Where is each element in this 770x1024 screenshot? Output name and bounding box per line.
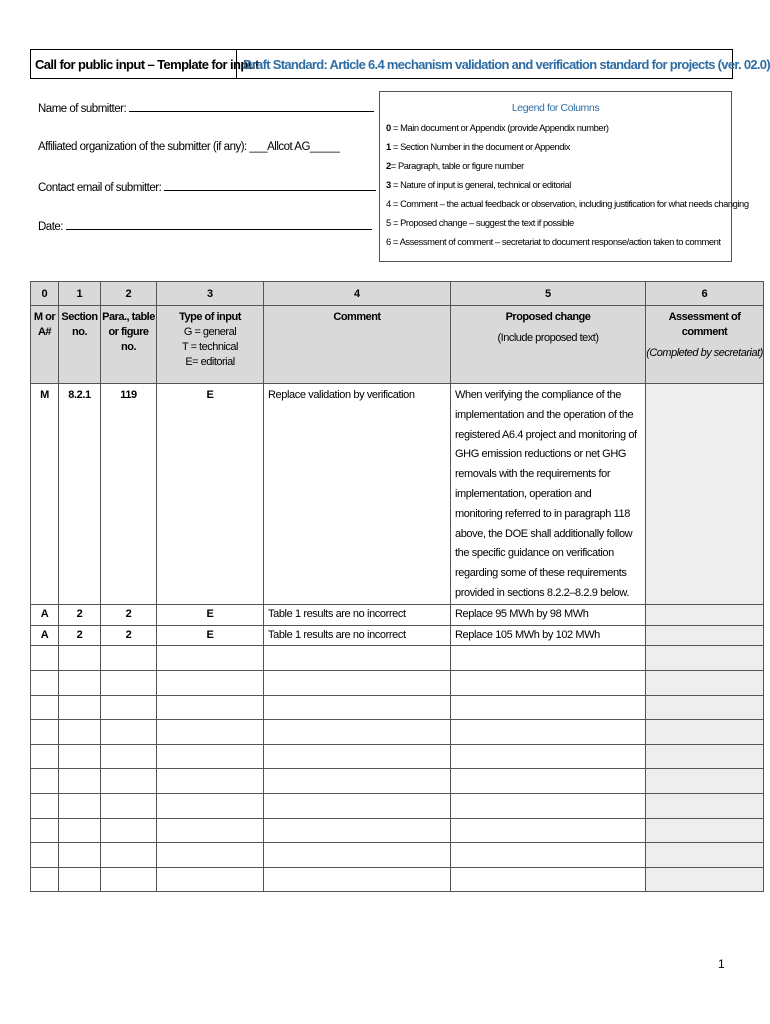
empty-cell[interactable]: [646, 695, 764, 720]
contact-email-label: Contact email of submitter:: [38, 182, 164, 194]
empty-cell[interactable]: [31, 670, 59, 695]
header-assessment: Assessment of comment (Completed by secretariat): [646, 306, 764, 384]
empty-cell[interactable]: [451, 695, 646, 720]
empty-table-row: [31, 646, 764, 671]
affiliated-organization-value: ___Allcot AG_____: [249, 141, 340, 153]
cell-comment: Table 1 results are no incorrect: [264, 625, 451, 646]
cell-type: E: [157, 625, 264, 646]
contact-email-line[interactable]: [164, 180, 376, 191]
empty-cell[interactable]: [101, 744, 157, 769]
empty-cell[interactable]: [59, 720, 101, 745]
cell-comment: Table 1 results are no incorrect: [264, 604, 451, 625]
column-number-row: [31, 282, 764, 306]
empty-cell[interactable]: [264, 695, 451, 720]
date-line[interactable]: [66, 219, 372, 230]
empty-cell[interactable]: [157, 793, 264, 818]
header-standard-title: Draft Standard: Article 6.4 mechanism validation and verification standard for projects (ver. 02.0): [243, 56, 770, 72]
empty-cell[interactable]: [264, 670, 451, 695]
cell-section: 2: [59, 625, 101, 646]
name-of-submitter-field[interactable]: [38, 101, 374, 115]
header-type-of-input: Type of input G = general T = technical E= editorial: [157, 306, 264, 384]
legend-title: Legend for Columns: [511, 102, 600, 114]
empty-table-row: [31, 744, 764, 769]
column-number: 3: [157, 282, 264, 306]
empty-table-row: [31, 793, 764, 818]
empty-cell[interactable]: [157, 670, 264, 695]
empty-table-row: [31, 818, 764, 843]
table-row: [31, 625, 764, 646]
column-number: 5: [451, 282, 646, 306]
cell-comment: Replace validation by verification: [264, 384, 451, 605]
legend-item: 0 = Main document or Appendix (provide Appendix number): [386, 122, 609, 133]
empty-table-row: [31, 843, 764, 868]
legend-item: 4 = Comment – the actual feedback or observation, including justification for what needs changing: [386, 198, 749, 209]
empty-cell[interactable]: [451, 867, 646, 892]
affiliated-organization-field[interactable]: [38, 141, 339, 153]
header-m-or-a: M or A#: [31, 306, 59, 384]
empty-cell[interactable]: [59, 867, 101, 892]
empty-cell[interactable]: [451, 646, 646, 671]
header-section-no: Section no.: [59, 306, 101, 384]
cell-para: 2: [101, 625, 157, 646]
cell-type: E: [157, 384, 264, 605]
empty-cell[interactable]: [646, 670, 764, 695]
cell-m-or-a: M: [31, 384, 59, 605]
empty-cell[interactable]: [264, 843, 451, 868]
column-header-row: [31, 306, 764, 384]
header-proposed-change: Proposed change (Include proposed text): [451, 306, 646, 384]
empty-cell[interactable]: [646, 720, 764, 745]
empty-cell[interactable]: [101, 818, 157, 843]
legend-item: 3 = Nature of input is general, technical or editorial: [386, 179, 571, 190]
empty-cell[interactable]: [157, 720, 264, 745]
empty-cell[interactable]: [157, 769, 264, 794]
empty-cell[interactable]: [31, 769, 59, 794]
cell-m-or-a: A: [31, 604, 59, 625]
comments-table: [30, 281, 764, 892]
empty-cell[interactable]: [157, 843, 264, 868]
legend-item: 5 = Proposed change – suggest the text if possible: [386, 217, 574, 228]
cell-m-or-a: A: [31, 625, 59, 646]
table-row: [31, 384, 764, 605]
header-left-cell: [31, 50, 259, 78]
empty-cell[interactable]: [31, 744, 59, 769]
cell-section: 8.2.1: [59, 384, 101, 605]
empty-cell[interactable]: [59, 744, 101, 769]
empty-cell[interactable]: [157, 646, 264, 671]
cell-proposed-change: Replace 105 MWh by 102 MWh: [451, 625, 646, 646]
page-number: 1: [718, 957, 725, 971]
cell-para: 119: [101, 384, 157, 605]
date-label: Date:: [38, 221, 66, 233]
column-number: 1: [59, 282, 101, 306]
empty-cell[interactable]: [31, 695, 59, 720]
empty-cell[interactable]: [264, 769, 451, 794]
empty-cell[interactable]: [646, 793, 764, 818]
empty-cell[interactable]: [59, 769, 101, 794]
empty-cell[interactable]: [451, 769, 646, 794]
empty-cell[interactable]: [101, 695, 157, 720]
empty-cell[interactable]: [59, 646, 101, 671]
empty-cell[interactable]: [451, 720, 646, 745]
name-of-submitter-line[interactable]: [129, 101, 374, 112]
empty-cell[interactable]: [157, 867, 264, 892]
column-number: 6: [646, 282, 764, 306]
empty-cell[interactable]: [59, 843, 101, 868]
empty-table-row: [31, 769, 764, 794]
legend-item: 6 = Assessment of comment – secretariat to document response/action taken to comment: [386, 236, 721, 247]
empty-cell[interactable]: [264, 646, 451, 671]
empty-cell[interactable]: [264, 867, 451, 892]
empty-cell[interactable]: [31, 720, 59, 745]
cell-assessment[interactable]: [646, 384, 764, 605]
empty-cell[interactable]: [31, 867, 59, 892]
empty-cell[interactable]: [31, 818, 59, 843]
empty-cell[interactable]: [101, 670, 157, 695]
empty-cell[interactable]: [101, 793, 157, 818]
empty-cell[interactable]: [101, 646, 157, 671]
date-field[interactable]: [38, 219, 372, 233]
empty-cell[interactable]: [451, 818, 646, 843]
column-number: 2: [101, 282, 157, 306]
empty-cell[interactable]: [157, 744, 264, 769]
header-template-title: Call for public input – Template for input: [35, 56, 259, 72]
empty-cell[interactable]: [59, 695, 101, 720]
column-number: 4: [264, 282, 451, 306]
empty-cell[interactable]: [31, 646, 59, 671]
cell-section: 2: [59, 604, 101, 625]
empty-cell[interactable]: [646, 646, 764, 671]
empty-cell[interactable]: [101, 769, 157, 794]
empty-cell[interactable]: [451, 744, 646, 769]
header-comment: Comment: [264, 306, 451, 384]
empty-cell[interactable]: [31, 843, 59, 868]
empty-cell[interactable]: [264, 793, 451, 818]
empty-cell[interactable]: [59, 670, 101, 695]
cell-assessment[interactable]: [646, 625, 764, 646]
empty-cell[interactable]: [646, 818, 764, 843]
column-number: 0: [31, 282, 59, 306]
empty-table-row: [31, 670, 764, 695]
empty-cell[interactable]: [59, 818, 101, 843]
empty-cell[interactable]: [31, 793, 59, 818]
empty-cell[interactable]: [101, 720, 157, 745]
empty-cell[interactable]: [451, 670, 646, 695]
cell-proposed-change: When verifying the compliance of the implementation and the operation of the registered A6.4 project and monitoring of GHG emission reductions or net GHG removals with the requirements for implementation, operation and monitoring referred to in paragraph 118 above, the DOE shall additionally follow the specific guidance on verification regarding some of these requirements provided in sections 8.2.2–8.2.9 below.: [451, 384, 646, 605]
empty-cell[interactable]: [101, 843, 157, 868]
empty-cell[interactable]: [646, 769, 764, 794]
empty-table-row: [31, 867, 764, 892]
empty-cell[interactable]: [157, 818, 264, 843]
empty-cell[interactable]: [646, 867, 764, 892]
empty-cell[interactable]: [451, 793, 646, 818]
empty-cell[interactable]: [264, 818, 451, 843]
empty-table-row: [31, 720, 764, 745]
header-right-cell: [237, 50, 770, 78]
table-row: [31, 604, 764, 625]
legend-box: [379, 91, 749, 262]
name-of-submitter-label: Name of submitter:: [38, 103, 129, 115]
empty-cell[interactable]: [646, 843, 764, 868]
empty-cell[interactable]: [451, 843, 646, 868]
cell-proposed-change: Replace 95 MWh by 98 MWh: [451, 604, 646, 625]
legend-item: 2= Paragraph, table or figure number: [386, 160, 524, 171]
empty-cell[interactable]: [157, 695, 264, 720]
document-header: [30, 49, 770, 79]
empty-cell[interactable]: [646, 744, 764, 769]
empty-cell[interactable]: [59, 793, 101, 818]
empty-cell[interactable]: [264, 720, 451, 745]
empty-cell[interactable]: [101, 867, 157, 892]
empty-cell[interactable]: [264, 744, 451, 769]
affiliated-organization-label: Affiliated organization of the submitter (if any):: [38, 141, 250, 153]
cell-type: E: [157, 604, 264, 625]
cell-assessment[interactable]: [646, 604, 764, 625]
header-para-no: Para., table or figure no.: [101, 306, 157, 384]
legend-item: 1 = Section Number in the document or Appendix: [386, 141, 570, 152]
empty-table-row: [31, 695, 764, 720]
cell-para: 2: [101, 604, 157, 625]
contact-email-field[interactable]: [38, 180, 376, 194]
